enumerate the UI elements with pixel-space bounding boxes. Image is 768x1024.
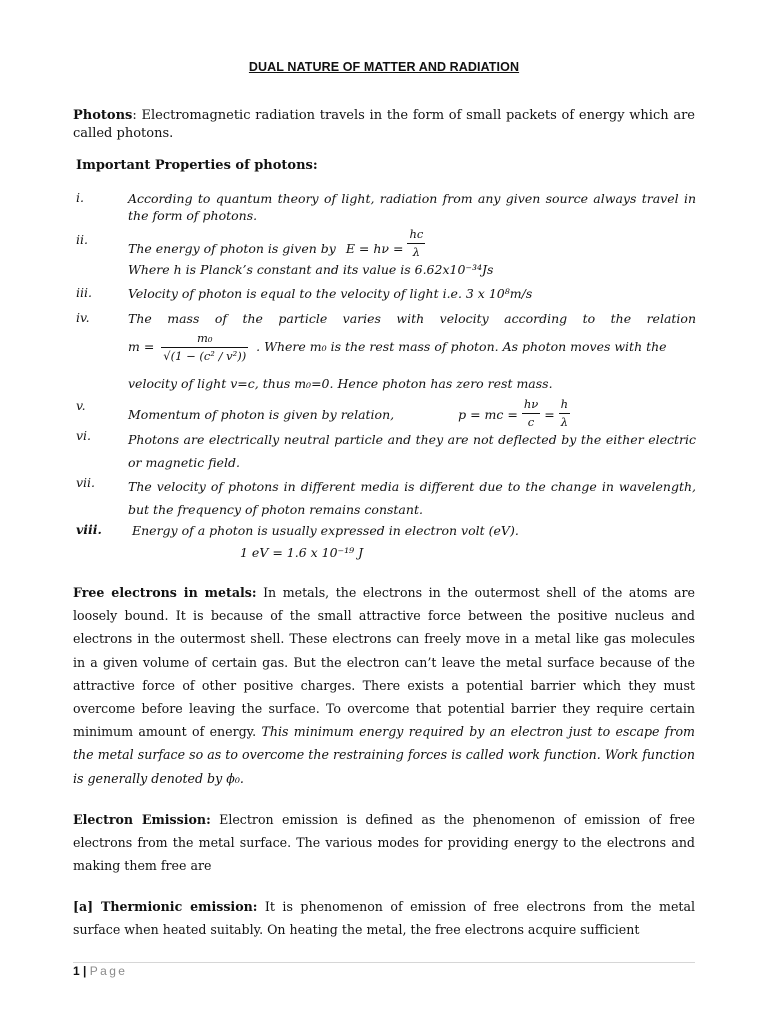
momentum-equation: p = mc = [458,407,518,422]
fraction-numerator: m₀ [161,330,248,348]
properties-heading: Important Properties of photons: [76,158,318,173]
thermionic-term: [a] Thermionic emission: [73,899,258,914]
item-text: Energy of a photon is usually expressed in electron volt (eV). [132,523,519,538]
thermionic-paragraph [73,895,695,941]
page-title: DUAL NATURE OF MATTER AND RADIATION [248,60,520,74]
item-number: vii. [76,475,96,490]
mass-fraction [161,330,248,365]
item-text: Photons are electrically neutral particle and they are not deflected by the either electric or magnetic field. [128,432,696,470]
item-number: iii. [76,285,92,300]
page-footer [73,964,127,978]
item-number: iv. [76,310,90,325]
fraction-denominator: √(1 − (c² / v²)) [163,349,247,363]
thermionic-text: It is phenomenon of emission of free electrons from the metal surface when heated suitably. On heating the metal, the free electrons acquire sufficient [73,899,695,938]
free-electrons-paragraph [73,581,695,790]
mass-equation: m = [128,339,155,354]
fraction-denominator: c [527,415,535,429]
item-number: viii. [76,522,102,537]
item-number: v. [76,398,86,413]
item-text: The mass of the particle varies with velocity according to the relation [128,311,696,326]
electron-emission-text: Electron emission is defined as the phenomenon of emission of free electrons from the metal surface. The various modes for providing energy to the electrons and making them free are [73,812,695,874]
fraction-denominator: λ [412,245,421,259]
footer-separator: | [79,964,90,978]
fraction-numerator: hc [407,226,425,244]
page-label: Page [89,964,128,978]
photons-term: Photons [73,108,133,123]
fraction-numerator: h [559,396,570,414]
item-text: Where h is Planck’s constant and its value is 6.62x10⁻³⁴Js [128,262,494,277]
item-number: vi. [76,428,92,443]
page-number: 1 [73,964,80,978]
free-electrons-term: Free electrons in metals: [73,585,257,600]
electron-emission-term: Electron Emission: [73,812,211,827]
footer-divider [73,962,695,963]
item-number: ii. [76,232,88,247]
photons-text: : Electromagnetic radiation travels in the form of small packets of energy which are called photons. [73,108,695,141]
fraction-numerator: hν [522,396,540,414]
item-text: velocity of light v=c, thus m₀=0. Hence photon has zero rest mass. [128,376,553,391]
electron-emission-paragraph [73,808,695,878]
energy-equation: E = hν = [345,241,404,256]
momentum-fraction [522,396,540,431]
item-text: . Where m₀ is the rest mass of photon. As photon moves with the [256,339,667,354]
energy-fraction [407,226,425,261]
momentum-fraction-2 [559,396,570,431]
photons-definition [73,107,695,143]
item-text: Momentum of photon is given by relation, [128,407,395,422]
item-text: According to quantum theory of light, radiation from any given source always travel in the form of photons. [128,191,696,223]
electron-volt-equation: 1 eV = 1.6 x 10⁻¹⁹ J [240,545,364,560]
fraction-denominator: λ [560,415,569,429]
item-text: The energy of photon is given by [128,241,336,256]
free-electrons-text: In metals, the electrons in the outermost shell of the atoms are loosely bound. It is because of the small attractive force between the positive nucleus and electrons in the outermost shell. These electrons can freely move in a metal like gas molecules in a given volume of certain gas. But the electron can’t leave the metal surface because of the attractive force of other positive charges. There exists a potential barrier which they must overcome before leaving the surface. To overcome that potential barrier they require certain minimum amount of energy. [73,585,696,740]
item-number: i. [76,190,84,205]
item-text: Velocity of photon is equal to the velocity of light i.e. 3 x 10⁸m/s [128,286,533,301]
item-text: The velocity of photons in different media is different due to the change in wavelength, but the frequency of photon remains constant. [128,479,696,517]
momentum-equals: = [544,407,555,422]
work-function-text: This minimum energy required by an electron just to escape from the metal surface so as to overcome the restraining forces is called work function. Work function is generally denoted by ϕ₀. [73,724,696,786]
